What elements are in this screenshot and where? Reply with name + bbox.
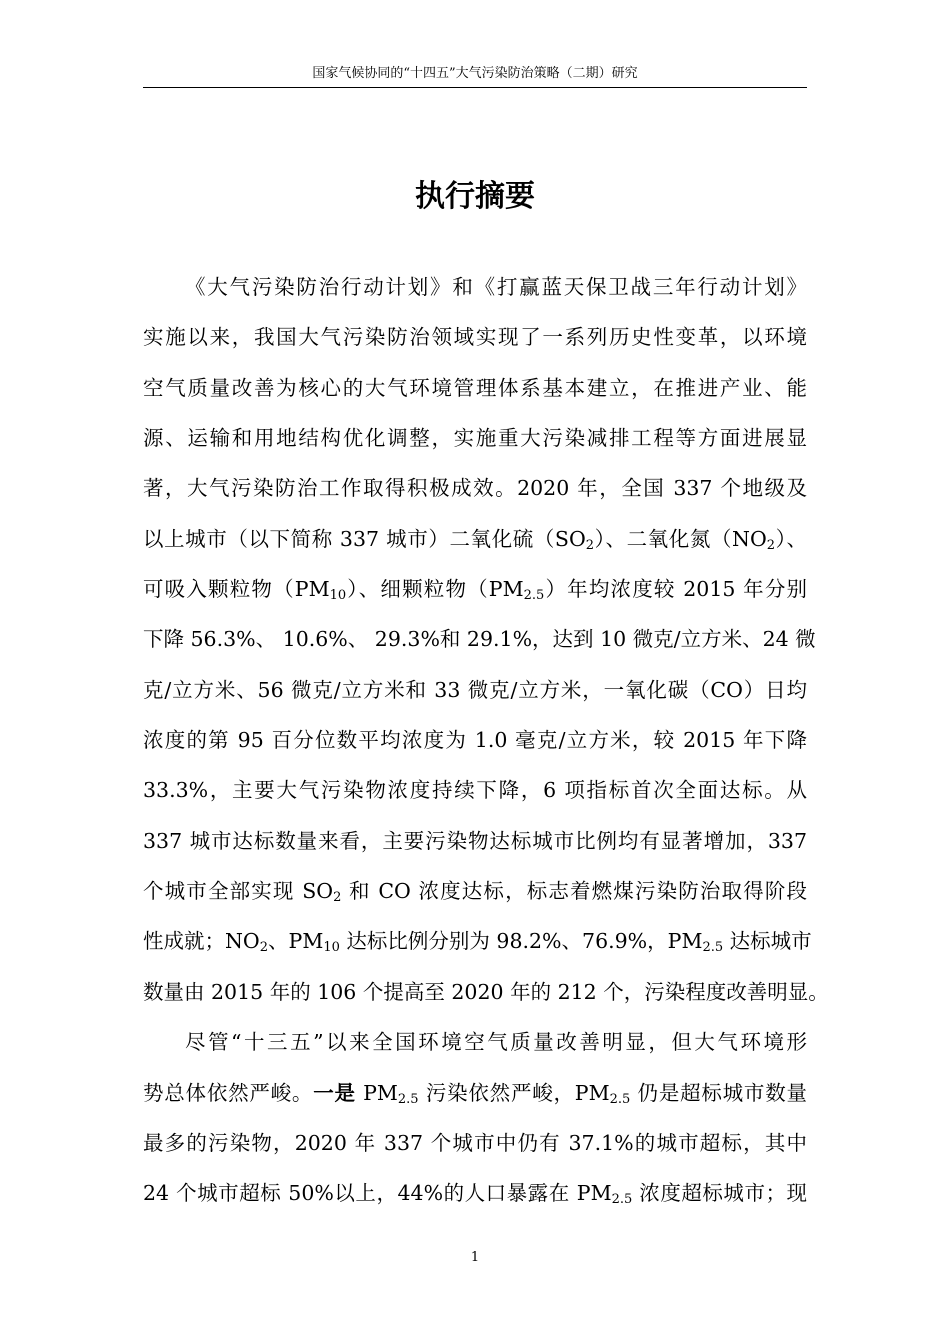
text-line: 数量由 2015 年的 106 个提高至 2020 年的 212 个，污染程度改善明显。 bbox=[143, 979, 829, 1004]
paragraph-2 bbox=[143, 1017, 807, 1218]
text-line: 24 个城市超标 50%以上，44%的人口暴露在 $PM_{2.5}$ 浓度超标城市；现 bbox=[143, 1181, 807, 1208]
text-line: 《大气污染防治行动计划》和《打赢蓝天保卫战三年行动计划》 bbox=[185, 275, 807, 299]
text-line: 克/立方米、56 微克/立方米和 33 微克/立方米，一氧化碳（CO）日均 bbox=[143, 677, 807, 702]
text-line: 337 城市达标数量来看，主要污染物达标城市比例均有显著增加，337 bbox=[143, 828, 807, 853]
text-line: 尽管“十三五”以来全国环境空气质量改善明显，但大气环境形 bbox=[185, 1030, 807, 1055]
text-line: 下降 56.3%、 10.6%、 29.3%和 29.1%，达到 10 微克/立方米、24 微 bbox=[143, 627, 816, 652]
text-line: 著，大气污染防治工作取得积极成效。2020 年，全国 337 个地级及 bbox=[143, 476, 807, 501]
page-number: 1 bbox=[470, 1250, 480, 1265]
text-line: 势总体依然严峻。一是 $PM_{2.5}$ 污染依然严峻，$PM_{2.5}$ 仍是超标城市数量 bbox=[143, 1080, 807, 1107]
text-line: 以上城市（以下简称 337 城市）二氧化硫$(SO_2)$、二氧化氮$(NO_2)$、 bbox=[143, 526, 807, 553]
emphasis-first-point: 一是 bbox=[313, 1080, 356, 1105]
text-line: 源、运输和用地结构优化调整，实施重大污染减排工程等方面进展显 bbox=[143, 426, 807, 451]
text-line: 浓度的第 95 百分位数平均浓度为 1.0 毫克/立方米，较 2015 年下降 bbox=[143, 728, 807, 753]
document-body bbox=[143, 262, 829, 1219]
text-line: 可吸入颗粒物$(PM_{10})$、细颗粒物$(PM_{2.5})$年均浓度较 2015 年分别 bbox=[143, 577, 807, 604]
header-rule bbox=[143, 87, 807, 88]
text-line: 实施以来，我国大气污染防治领域实现了一系列历史性变革，以环境 bbox=[143, 325, 807, 350]
text-line: 最多的污染物，2020 年 337 个城市中仍有 37.1%的城市超标，其中 bbox=[143, 1130, 807, 1155]
text-line: 33.3%，主要大气污染物浓度持续下降，6 项指标首次全面达标。从 bbox=[143, 778, 807, 803]
section-title: 执行摘要 bbox=[415, 179, 535, 214]
text-line: 性成就；$NO_2$、$PM_{10}$ 达标比例分别为 98.2%、76.9%，$PM_{2.5}$ 达标城市 bbox=[143, 929, 812, 956]
paragraph-1 bbox=[143, 262, 829, 1017]
running-header: 国家气候协同的“十四五”大气污染防治策略（二期）研究 bbox=[312, 66, 638, 81]
text-line: 个城市全部实现 $SO_2$ 和 CO 浓度达标，标志着燃煤污染防治取得阶段 bbox=[143, 879, 807, 906]
text-line: 空气质量改善为核心的大气环境管理体系基本建立，在推进产业、能 bbox=[143, 375, 807, 400]
